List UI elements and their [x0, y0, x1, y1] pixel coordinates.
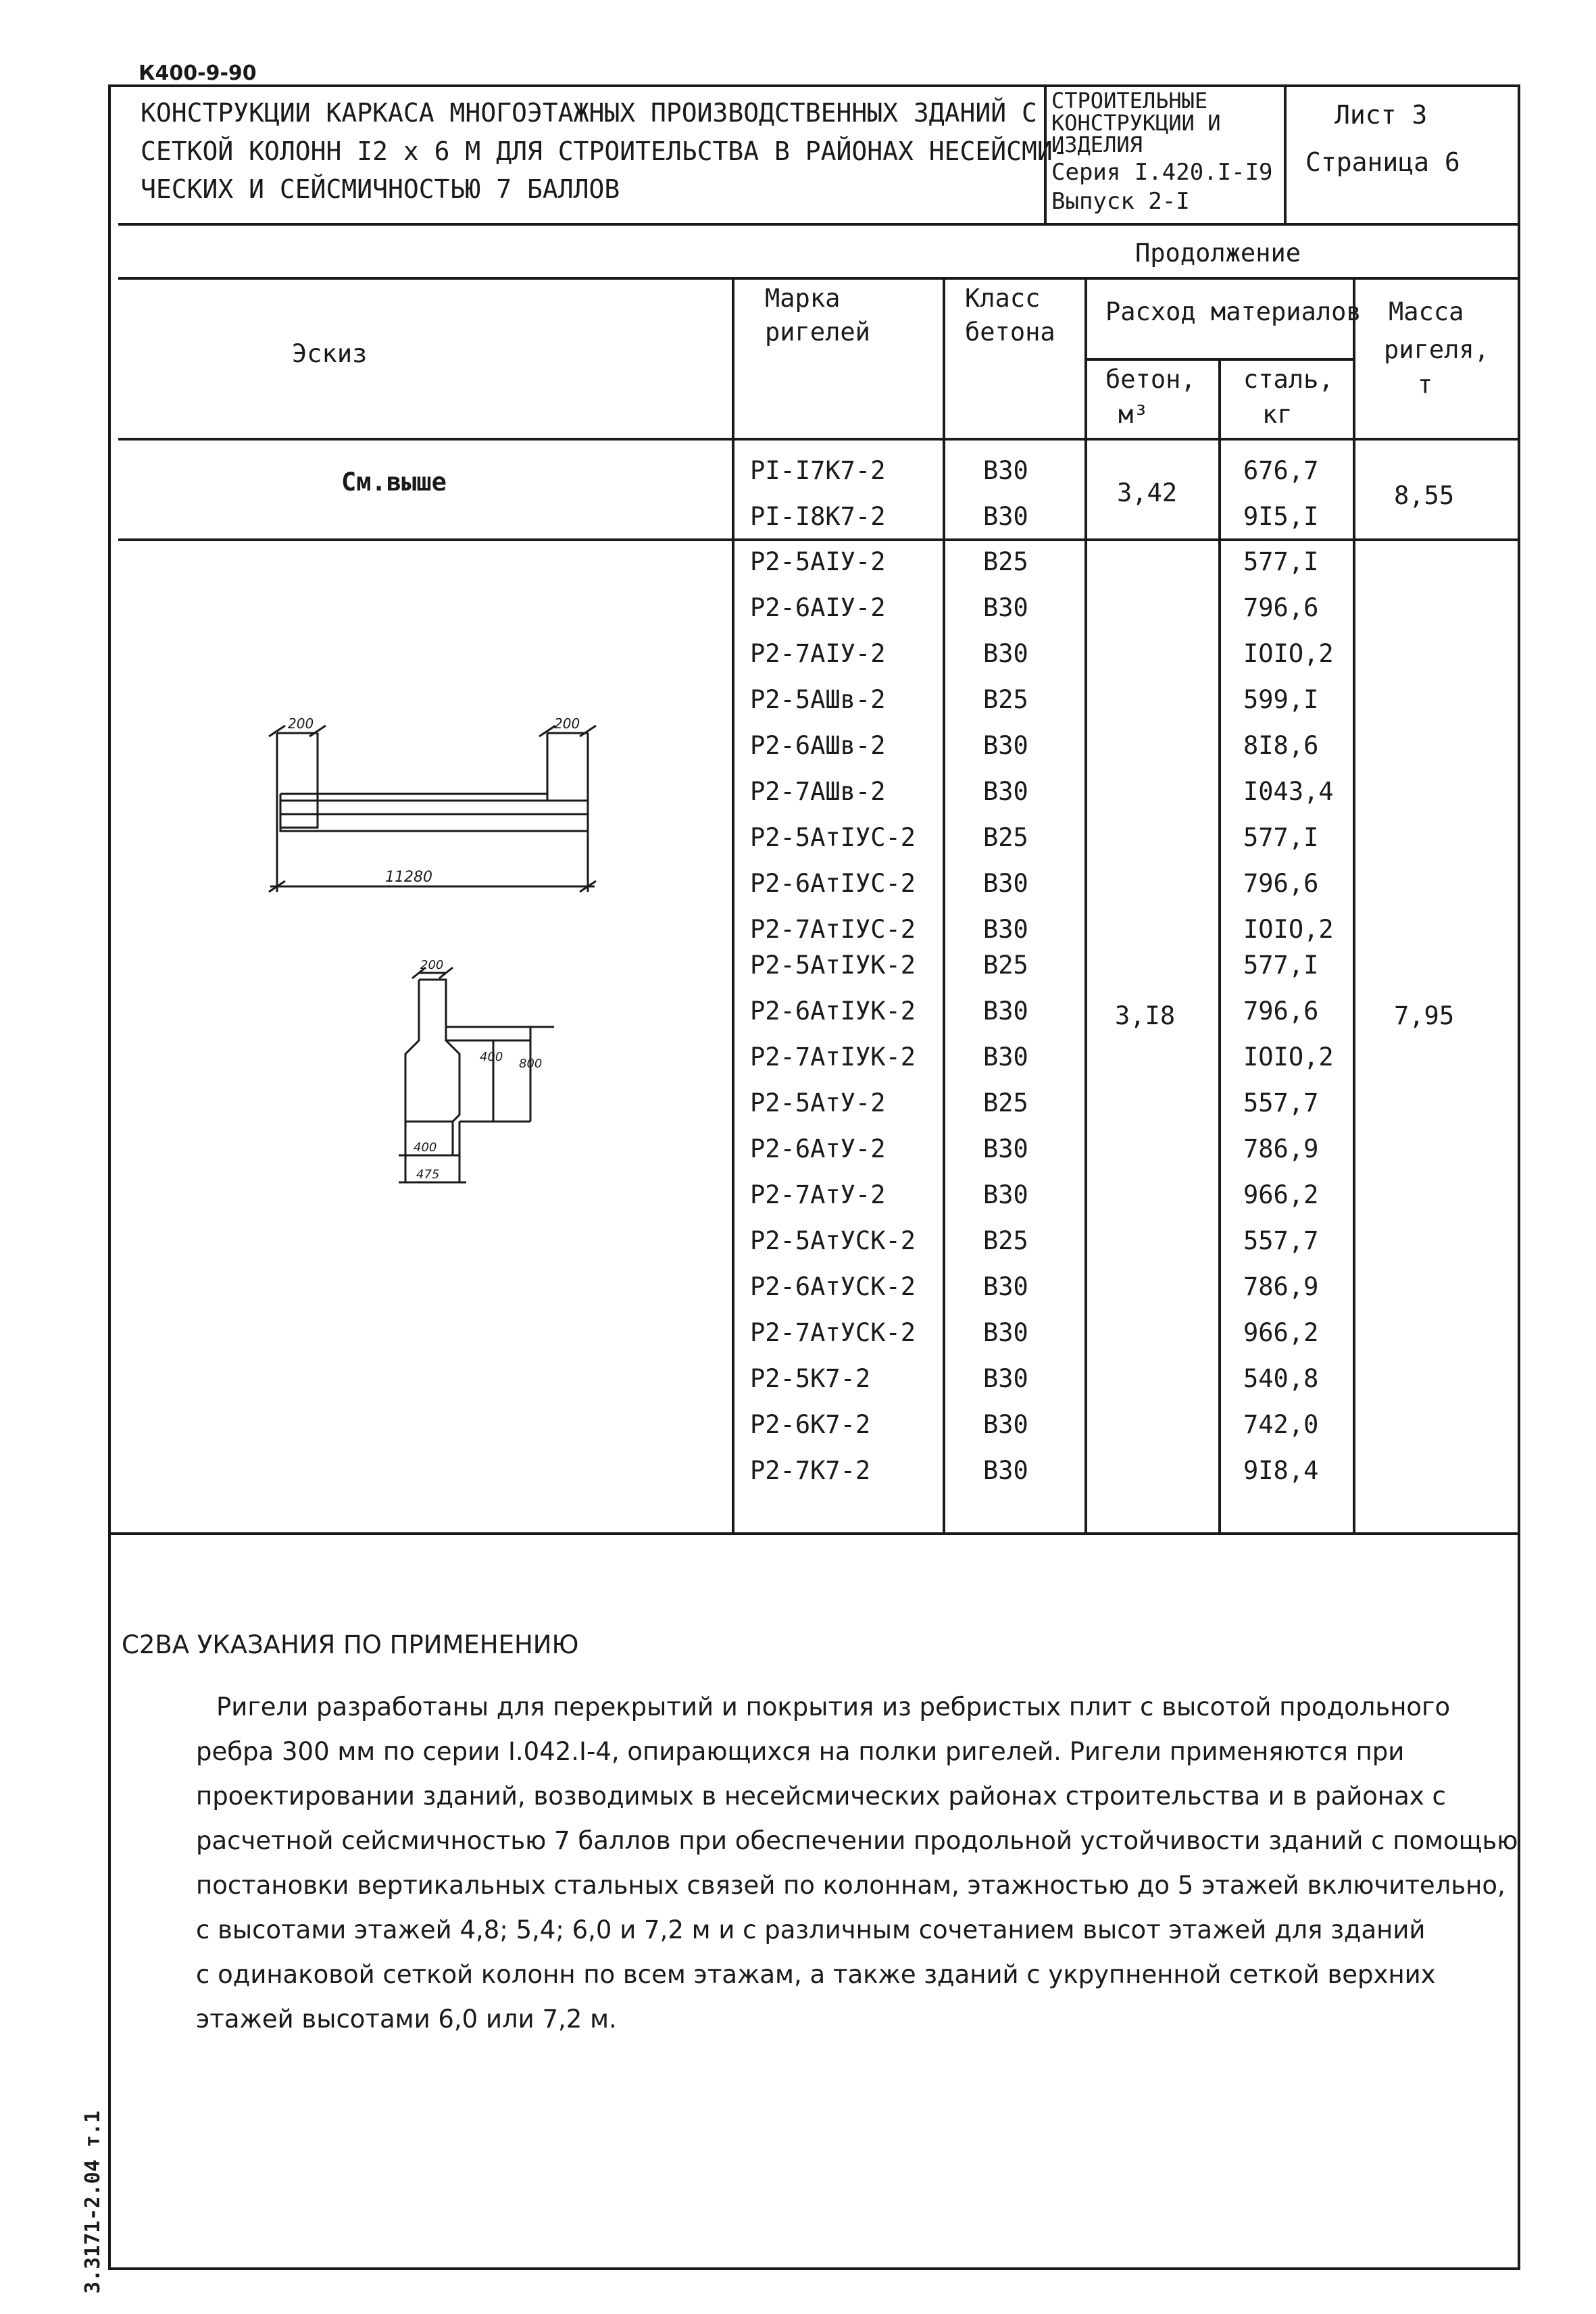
doc-code: К400-9-90 — [139, 61, 257, 85]
section-line: Ригели разработаны для перекрытий и покрытия из ребристых плит с высотой продольного — [216, 1692, 1451, 1721]
section-line: постановки вертикальных стальных связей по колоннам, этажностью до 5 этажей включительно, — [196, 1871, 1505, 1900]
section-line: расчетной сейсмичностью 7 баллов при обеспечении продольной устойчивости зданий с помощью — [196, 1826, 1518, 1855]
row-class: B30 — [983, 502, 1028, 531]
row-mark: P2-7AтУСК-2 — [750, 1318, 916, 1347]
row-steel: 577,I — [1243, 547, 1319, 576]
row-class: B30 — [983, 1272, 1028, 1301]
section-line: проектировании зданий, возводимых в несейсмических районах строительства и в районах с — [196, 1782, 1446, 1811]
row-class: B25 — [983, 1088, 1028, 1117]
row-class: B30 — [983, 593, 1028, 622]
col-divider-mark — [943, 277, 945, 1534]
header-mass-line1: Масса — [1389, 297, 1464, 326]
series-line-2: КОНСТРУКЦИИ И — [1051, 110, 1221, 136]
row-mark: P2-7AтIУС-2 — [750, 915, 916, 944]
row-mark: P2-7AтУ-2 — [750, 1180, 886, 1209]
row-mark: P2-7AШв-2 — [750, 777, 886, 806]
row-class: B30 — [983, 997, 1028, 1026]
beam-length-label: 11280 — [385, 869, 432, 886]
row-class: B30 — [983, 731, 1028, 760]
row-mark: P2-7K7-2 — [750, 1456, 871, 1485]
title-block-bottom-rule — [118, 223, 1520, 226]
row-class: B30 — [983, 915, 1028, 944]
row-mark: P2-6AтIУС-2 — [750, 869, 916, 898]
header-bottom-rule — [118, 438, 1520, 441]
beam-left-width-label: 200 — [288, 715, 314, 732]
sheet-number: Лист 3 — [1335, 100, 1428, 130]
col-divider-concrete — [1218, 358, 1221, 1534]
row-mark: P2-6AШв-2 — [750, 731, 886, 760]
section-line: этажей высотами 6,0 или 7,2 м. — [196, 2005, 617, 2034]
page-number: Страница 6 — [1305, 147, 1460, 177]
section-total-height-label: 800 — [519, 1057, 543, 1071]
row-mark: P2-6AтУ-2 — [750, 1134, 886, 1163]
row-steel: 599,I — [1243, 685, 1319, 714]
header-concrete-line1: бетон, — [1105, 365, 1196, 394]
row-class: B30 — [983, 1364, 1028, 1393]
row-mark: P2-5AтУСК-2 — [750, 1226, 916, 1255]
row-mark: P2-7AтIУК-2 — [750, 1042, 916, 1072]
header-class-line1: Класс — [965, 284, 1041, 313]
header-steel-line2: кг — [1262, 400, 1293, 429]
header-mark-line1: Марка — [765, 284, 841, 313]
group1-bottom-rule — [118, 538, 1520, 541]
group1-mass: 8,55 — [1394, 481, 1455, 510]
row-mark: P2-5K7-2 — [750, 1364, 871, 1393]
group2-mass: 7,95 — [1394, 1001, 1455, 1030]
row-class: B25 — [983, 823, 1028, 852]
row-steel: 966,2 — [1243, 1318, 1319, 1347]
series-line-4: Серия I.420.I-I9 — [1051, 159, 1273, 186]
row-mark: P2-6AтУСК-2 — [750, 1272, 916, 1301]
beam-body — [280, 801, 588, 831]
group2-concrete-volume: 3,I8 — [1115, 1001, 1176, 1030]
row-steel: 557,7 — [1243, 1226, 1319, 1255]
row-class: B30 — [983, 1180, 1028, 1209]
row-class: B25 — [983, 685, 1028, 714]
beam-outline — [280, 794, 318, 828]
row-class: B30 — [983, 1456, 1028, 1485]
beam-cross-section-sketch — [392, 959, 568, 1209]
section-shelf-height-label: 400 — [480, 1050, 503, 1064]
section-line: ребра 300 мм по серии I.042.I-4, опирающихся на полки ригелей. Ригели применяются при — [196, 1737, 1405, 1766]
row-class: B30 — [983, 1318, 1028, 1347]
section-bottom-width-label: 400 — [414, 1140, 437, 1155]
row-steel: 9I8,4 — [1243, 1456, 1319, 1485]
row-class: B30 — [983, 1042, 1028, 1072]
row-class: B25 — [983, 1226, 1028, 1255]
row-mark: P2-5AШв-2 — [750, 685, 886, 714]
row-steel: 8I8,6 — [1243, 731, 1319, 760]
series-line-1: СТРОИТЕЛЬНЫЕ — [1051, 88, 1208, 114]
row-steel: 540,8 — [1243, 1364, 1319, 1393]
col-divider-sketch — [732, 277, 734, 1534]
series-line-3: ИЗДЕЛИЯ — [1051, 132, 1143, 157]
side-code: 3.3171-2.04 т.1 — [81, 2111, 105, 2294]
row-mark: P2-5AтIУК-2 — [750, 951, 916, 980]
row-class: B30 — [983, 639, 1028, 668]
row-steel: 966,2 — [1243, 1180, 1319, 1209]
table-bottom-rule — [108, 1532, 1520, 1535]
header-class-line2: бетона — [965, 318, 1055, 347]
title-line-3: ЧЕСКИХ И СЕЙСМИЧНОСТЬЮ 7 БАЛЛОВ — [141, 174, 620, 204]
row-class: B30 — [983, 777, 1028, 806]
row-steel: IOIO,2 — [1243, 639, 1334, 668]
header-concrete-line2: м³ — [1118, 400, 1149, 429]
row-steel: IOIO,2 — [1243, 915, 1334, 944]
col-divider-class — [1084, 277, 1087, 1534]
continuation-label: Продолжение — [1135, 238, 1301, 268]
row-mark: PI-I8K7-2 — [750, 502, 886, 531]
row-class: B30 — [983, 1134, 1028, 1163]
section-line: с одинаковой сеткой колонн по всем этажам, а также зданий с укрупненной сеткой верхних — [196, 1960, 1436, 1989]
row-class: B25 — [983, 951, 1028, 980]
section-outline — [405, 980, 459, 1122]
row-steel: 786,9 — [1243, 1134, 1319, 1163]
header-mark-line2: ригелей — [765, 318, 870, 347]
header-mass-line2: ригеля, — [1384, 335, 1489, 364]
row-steel: 557,7 — [1243, 1088, 1319, 1117]
row-class: B30 — [983, 869, 1028, 898]
row-steel: 742,0 — [1243, 1410, 1319, 1439]
table-top-rule — [118, 277, 1520, 280]
row-mark: P2-6K7-2 — [750, 1410, 871, 1439]
title-line-2: СЕТКОЙ КОЛОНН I2 х 6 М ДЛЯ СТРОИТЕЛЬСТВА В РАЙОНАХ НЕСЕЙСМИ- — [141, 136, 1068, 166]
series-line-5: Выпуск 2-I — [1051, 188, 1190, 215]
section-line: с высотами этажей 4,8; 5,4; 6,0 и 7,2 м и с различным сочетанием высот этажей для зданий — [196, 1915, 1426, 1944]
row-steel: 796,6 — [1243, 593, 1319, 622]
row-mark: P2-7AIУ-2 — [750, 639, 886, 668]
section-heading: С2ВА УКАЗАНИЯ ПО ПРИМЕНЕНИЮ — [122, 1630, 579, 1659]
row-steel: 577,I — [1243, 823, 1319, 852]
group1-concrete-volume: 3,42 — [1117, 478, 1178, 507]
beam-elevation-sketch — [264, 709, 601, 912]
row-mark: P2-5AтУ-2 — [750, 1088, 886, 1117]
title-line-1: КОНСТРУКЦИИ КАРКАСА МНОГОЭТАЖНЫХ ПРОИЗВОДСТВЕННЫХ ЗДАНИЙ С — [141, 98, 1037, 128]
row-steel: 786,9 — [1243, 1272, 1319, 1301]
row-steel: 796,6 — [1243, 997, 1319, 1026]
row-class: B30 — [983, 1410, 1028, 1439]
row-mark: P2-5AтIУС-2 — [750, 823, 916, 852]
row-class: B25 — [983, 547, 1028, 576]
col-divider-steel — [1353, 277, 1355, 1534]
group1-sketch-note: См.выше — [341, 468, 447, 497]
row-steel: IOIO,2 — [1243, 1042, 1334, 1072]
row-mark: P2-6AIУ-2 — [750, 593, 886, 622]
header-materials: Расход материалов — [1105, 297, 1362, 326]
row-class: B30 — [983, 456, 1028, 485]
section-base-width-label: 475 — [416, 1167, 440, 1182]
header-sketch: Эскиз — [292, 339, 368, 368]
row-steel: I043,4 — [1243, 777, 1334, 806]
row-steel: 9I5,I — [1243, 502, 1319, 531]
row-mark: P2-5AIУ-2 — [750, 547, 886, 576]
row-mark: PI-I7K7-2 — [750, 456, 886, 485]
header-mass-line3: т — [1418, 370, 1433, 399]
title-block-divider-2 — [1284, 84, 1287, 223]
beam-right-width-label: 200 — [554, 715, 580, 732]
row-steel: 796,6 — [1243, 869, 1319, 898]
section-top-width-label: 200 — [420, 959, 444, 972]
header-steel-line1: сталь, — [1243, 365, 1334, 394]
row-mark: P2-6AтIУК-2 — [750, 997, 916, 1026]
row-steel: 676,7 — [1243, 456, 1319, 485]
row-steel: 577,I — [1243, 951, 1319, 980]
